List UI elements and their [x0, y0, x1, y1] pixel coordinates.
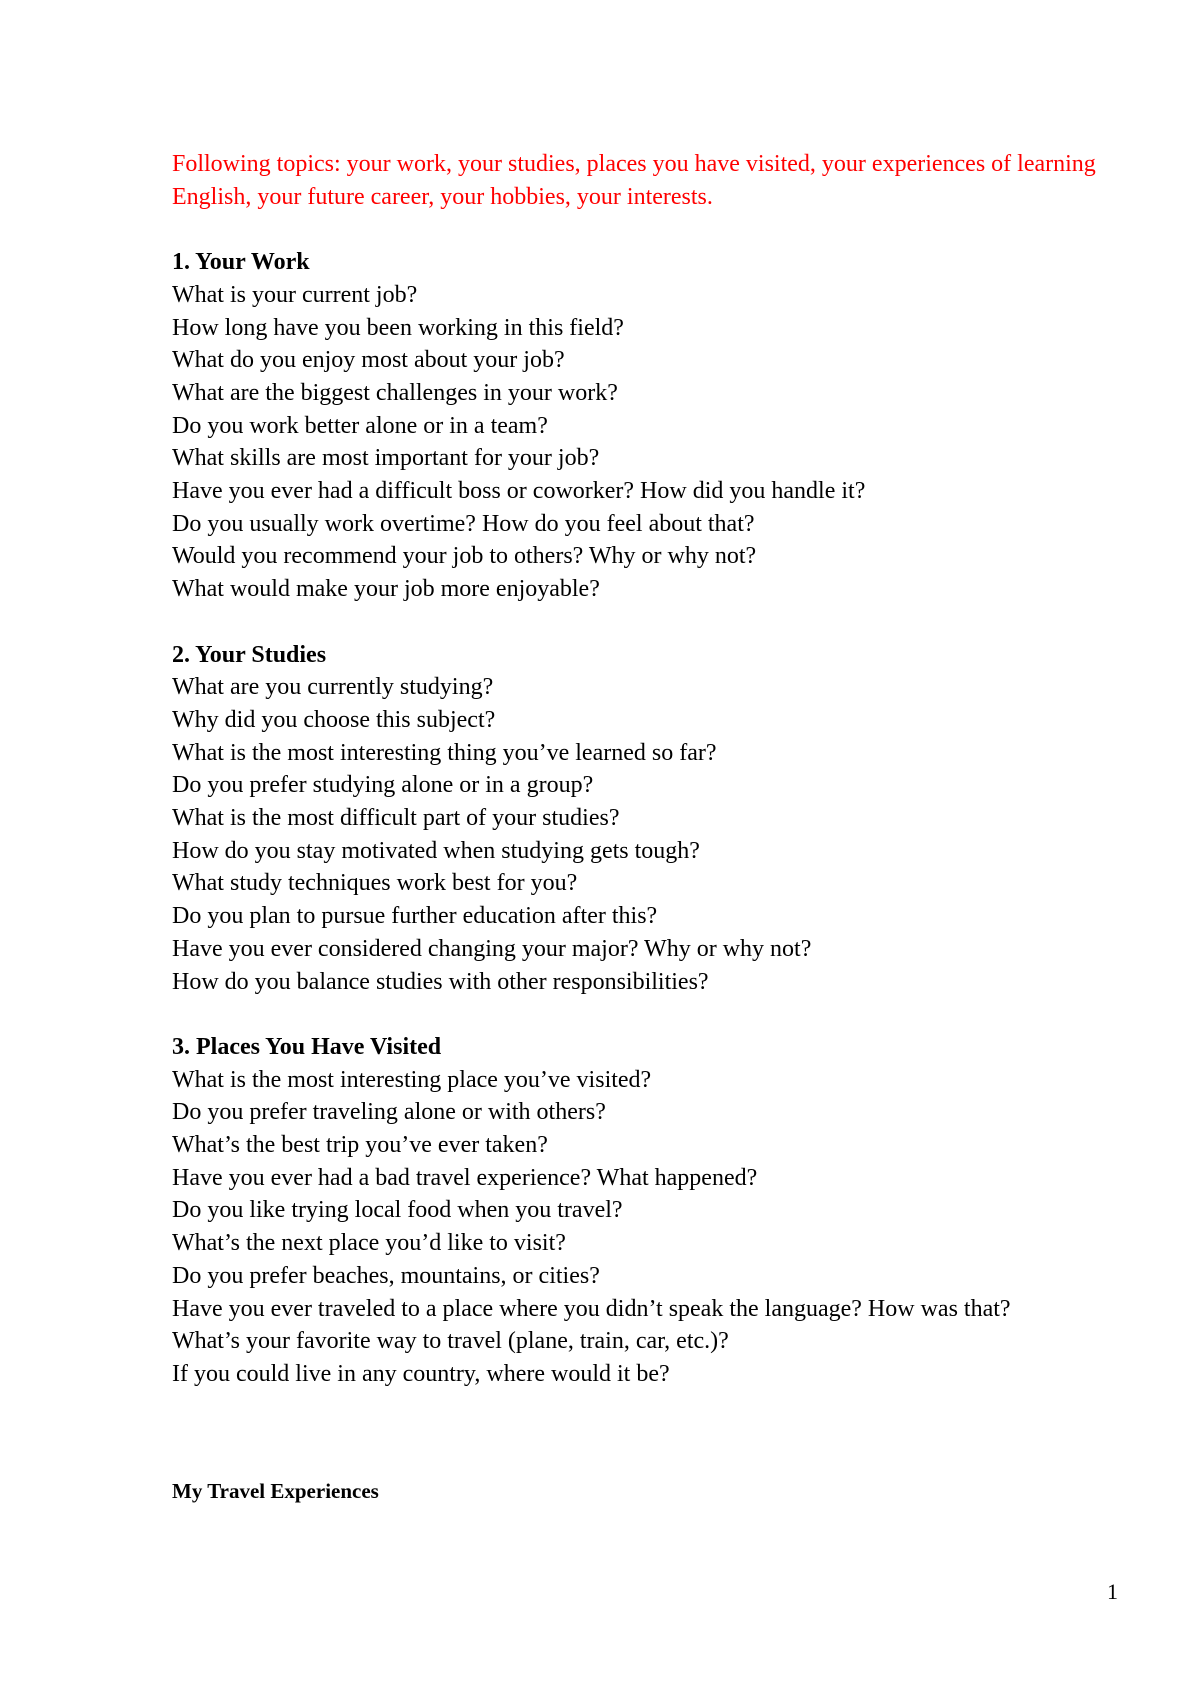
question-list	[172, 1064, 1132, 1391]
question-item: How do you stay motivated when studying gets tough?	[172, 837, 700, 864]
document-body	[172, 148, 1132, 1423]
question-item: Do you like trying local food when you travel?	[172, 1197, 623, 1224]
question-item: If you could live in any country, where would it be?	[172, 1360, 670, 1387]
question-item: What’s the best trip you’ve ever taken?	[172, 1132, 548, 1159]
question-item: What is your current job?	[172, 281, 418, 308]
section-heading: 3. Places You Have Visited	[172, 1033, 442, 1060]
question-item: Why did you choose this subject?	[172, 706, 496, 733]
question-item: What are you currently studying?	[172, 674, 494, 701]
section-heading: 2. Your Studies	[172, 641, 327, 668]
question-item: How do you balance studies with other responsibilities?	[172, 968, 709, 995]
question-item: What study techniques work best for you?	[172, 870, 578, 897]
question-item: Do you work better alone or in a team?	[172, 412, 548, 439]
question-item: Do you prefer studying alone or in a group?	[172, 772, 594, 799]
question-item: Have you ever traveled to a place where you didn’t speak the language? How was that?	[172, 1295, 1011, 1322]
question-item: What is the most interesting thing you’ve learned so far?	[172, 739, 717, 766]
question-item: Do you prefer beaches, mountains, or cities?	[172, 1262, 600, 1289]
question-item: Have you ever had a difficult boss or coworker? How did you handle it?	[172, 478, 866, 505]
question-item: What is the most interesting place you’ve visited?	[172, 1066, 652, 1093]
page-number: 1	[1107, 1579, 1118, 1604]
question-item: How long have you been working in this field?	[172, 314, 624, 341]
question-item: Do you prefer traveling alone or with others?	[172, 1099, 606, 1126]
question-item: What’s your favorite way to travel (plane, train, car, etc.)?	[172, 1328, 729, 1355]
question-item: What skills are most important for your job?	[172, 445, 600, 472]
question-item: Have you ever had a bad travel experience? What happened?	[172, 1164, 758, 1191]
question-item: What are the biggest challenges in your work?	[172, 379, 618, 406]
question-item: What’s the next place you’d like to visit?	[172, 1230, 566, 1257]
question-item: Have you ever considered changing your major? Why or why not?	[172, 935, 812, 962]
travel-experiences-heading: My Travel Experiences	[172, 1479, 379, 1503]
section-your-work	[172, 246, 1132, 606]
question-list	[172, 671, 1132, 998]
question-item: What is the most difficult part of your studies?	[172, 805, 620, 832]
question-item: Do you usually work overtime? How do you feel about that?	[172, 510, 755, 537]
question-item: Do you plan to pursue further education after this?	[172, 903, 658, 930]
section-heading: 1. Your Work	[172, 249, 310, 276]
intro-topics: Following topics: your work, your studies, places you have visited, your experiences of learning English, your future career, your hobbies, your interests.	[172, 151, 1096, 210]
question-item: What would make your job more enjoyable?	[172, 576, 600, 603]
question-item: Would you recommend your job to others? Why or why not?	[172, 543, 757, 570]
section-places-visited	[172, 1031, 1132, 1391]
question-list	[172, 279, 1132, 606]
section-your-studies	[172, 639, 1132, 999]
question-item: What do you enjoy most about your job?	[172, 347, 565, 374]
